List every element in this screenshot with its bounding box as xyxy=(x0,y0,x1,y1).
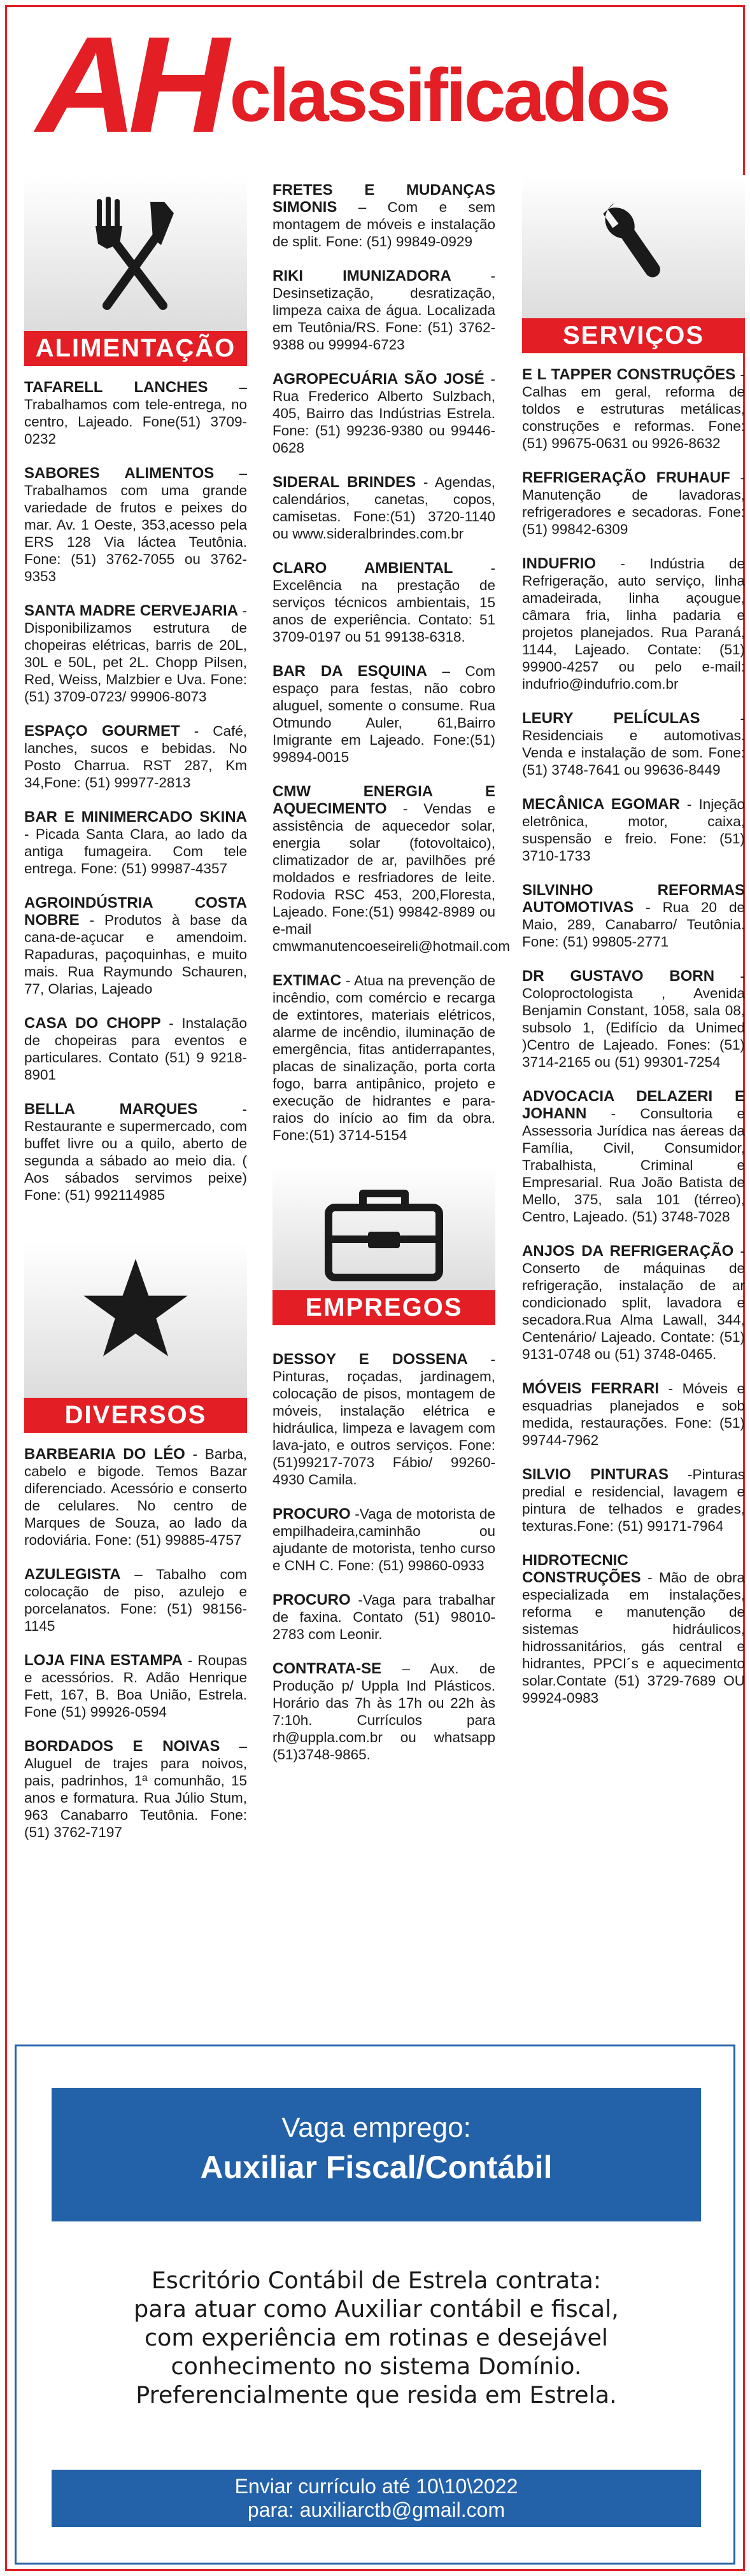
list-item xyxy=(522,1380,745,1449)
masthead-logo-ah: AH xyxy=(36,8,220,161)
entry-title: HIDROTECNIC CONSTRUÇÕES xyxy=(522,1552,641,1586)
list-item xyxy=(522,1088,745,1225)
section-alimentacao xyxy=(24,175,247,1204)
section-continued xyxy=(272,181,510,1144)
list-item xyxy=(24,808,247,877)
entry-body: - Restaurante e supermercado, com buffet livre ou a quilo, aberto de segunda a sábado ao meio dia. ( Aos sábados servimos peixe) Fone: (51) 992114985 xyxy=(24,1101,247,1203)
list-item xyxy=(24,1652,247,1721)
entry-title: INDUFRIO xyxy=(522,555,596,572)
list-item xyxy=(272,783,510,955)
list-item xyxy=(24,379,247,447)
entry-title: CLARO AMBIENTAL xyxy=(272,560,453,577)
section-header xyxy=(24,175,247,379)
list-item xyxy=(24,1015,247,1083)
entry-list xyxy=(272,181,510,1144)
entry-title: SABORES ALIMENTOS xyxy=(24,465,215,482)
job-ad-body-line: para atuar como Auxiliar contábil e fiscal, xyxy=(134,2295,619,2323)
list-item xyxy=(522,1242,745,1363)
entry-body: - Excelência na prestação de serviços técnicos ambientais, 15 anos de experiência. Contato: 51 3709-0197 ou 51 99138-6318. xyxy=(272,560,496,645)
entry-body: - Agendas, calendários, canetas, copos, camisetas. Fone:(51) 3720-1140 ou www.sideralbrindes.com.br xyxy=(272,474,495,542)
list-item xyxy=(522,1552,745,1707)
masthead-title: classificados xyxy=(229,53,669,137)
list-item xyxy=(24,465,247,585)
entry-title: AGROINDÚSTRIA COSTA NOBRE xyxy=(24,894,247,929)
entry-title: BELLA MARQUES xyxy=(24,1101,198,1118)
entry-body: – Tabalho com colocação de piso, azulejo e porcelanatos. Fone: (51) 98156-1145 xyxy=(24,1566,247,1634)
list-item xyxy=(24,1566,247,1635)
entry-body: - Móveis e esquadrias planejados e sob medida, restaurações. Fone: (51) 99744-7962 xyxy=(522,1381,746,1448)
entry-title: TAFARELL LANCHES xyxy=(24,379,208,396)
entry-title: CMW ENERGIA E AQUECIMENTO xyxy=(272,783,495,817)
entry-title: BORDADOS E NOIVAS xyxy=(24,1738,220,1755)
entry-body: -Vaga para trabalhar de faxina. Contato (51) 98010-2783 com Leonir. xyxy=(272,1592,495,1642)
entry-body: – Aux. de Produção p/ Uppla Ind Plásticos. Horário das 7h às 17h ou 22h às 7:10h. Currículos para rh@uppla.com.br ou whatsapp (51)3748-9865. xyxy=(272,1661,495,1763)
entry-title: BAR DA ESQUINA xyxy=(272,663,427,680)
entry-title: PROCURO xyxy=(272,1591,351,1608)
entry-title: LOJA FINA ESTAMPA xyxy=(24,1652,183,1669)
section-label: DIVERSOS xyxy=(24,1398,247,1433)
entry-title: ANJOS DA REFRIGERAÇÃO xyxy=(522,1242,734,1260)
star-icon xyxy=(81,1255,190,1363)
entry-body: -Conserto de máquinas de refrigeração, instalação de ar condicionado split, lavadora e secadora.Rua Alma Lawall, 344, Centenário/ Lajeado. Contate: (51) 9131-0748 ou (51) 3748-0465. xyxy=(522,1243,745,1362)
entry-title: FRETES E MUDANÇAS SIMONIS xyxy=(272,181,495,216)
entry-list xyxy=(272,1351,495,1763)
list-item xyxy=(24,1101,247,1204)
list-item xyxy=(272,370,495,456)
entry-body: – Aluguel de trajes para noivos, pais, padrinhos, 1ª comunhão, 15 anos e formatura. Rua Júlio Stum, 963 Canabarro Teutônia. Fone: (51) 3762-7197 xyxy=(24,1738,247,1840)
job-ad-title-line1: Vaga emprego: xyxy=(281,2112,471,2143)
list-item xyxy=(24,894,247,997)
list-item xyxy=(522,968,745,1071)
column-1 xyxy=(24,175,247,1858)
list-item xyxy=(272,1591,495,1643)
entry-title: BARBEARIA DO LÉO xyxy=(24,1446,185,1463)
list-item xyxy=(272,267,495,353)
entry-list xyxy=(522,366,745,1707)
list-item xyxy=(272,560,495,645)
entry-title: BAR E MINIMERCADO SKINA xyxy=(24,808,247,826)
list-item xyxy=(522,882,745,950)
entry-body: - Café, lanches, sucos e bebidas. No Posto Charrua. RST 287, Km 34,Fone: (51) 99977-2813 xyxy=(24,723,248,791)
entry-body: - Indústria de Refrigeração, auto serviço, linha amadeirada, linha açougue, câmara fria, linha padaria e projetos planejados. Rua Paraná, 1144, Lajeado. Contate: (51) 99900-4257 ou pelo e-mail: indufrio@indufrio.com.br xyxy=(522,556,745,692)
entry-body: - Vendas e assistência de aquecedor solar, energia solar (fotovoltaico), climatizador de ar, pavilhões pré moldados e resfriadores de leite. Rodovia RSC 453, 200,Floresta, Lajeado. Fone:(51) 99842-8989 ou e-mail cmwmanutencoeseireli@hotmail.com xyxy=(272,801,510,954)
job-ad-box xyxy=(15,2045,735,2565)
entry-body: - Instalação de chopeiras para eventos e particulares. Contato (51) 9 9218-8901 xyxy=(24,1015,247,1083)
entry-body: - Mão de obra especializada em instalações, reforma e manutenção de sistemas hidráulicos, hidrossanitários, gás central e hidrantes, PPCI´s e aquecimento solar.Contate (51) 3729-7689 OU 99924-0983 xyxy=(522,1570,745,1706)
masthead xyxy=(36,8,669,161)
entry-title: CASA DO CHOPP xyxy=(24,1015,161,1032)
list-item xyxy=(522,796,745,864)
entry-title: LEURY PELÍCULAS xyxy=(522,710,700,727)
entry-title: AZULEGISTA xyxy=(24,1566,121,1583)
list-item xyxy=(24,722,247,791)
list-item xyxy=(24,1738,247,1841)
job-ad-title-banner xyxy=(52,2088,701,2221)
job-ad-title-line2: Auxiliar Fiscal/Contábil xyxy=(200,2150,553,2185)
section-diversos xyxy=(24,1242,247,1841)
section-header xyxy=(522,175,745,366)
job-ad-email: para: auxiliarctb@gmail.com xyxy=(247,2498,506,2521)
section-header xyxy=(272,1166,495,1351)
job-ad-body-line: Escritório Contábil de Estrela contrata: xyxy=(151,2267,602,2294)
entry-body: - Atua na prevenção de incêndio, com comércio e recarga de extintores, materiais elétricos, alarme de incêndio, iluminação de emergência, fitas antiderrapantes, placas de sinalização, porta corta fogo, barra antipânico, projeto e execução de hidrantes e para-raios do início ao fim da obra. Fone:(51) 3714-5154 xyxy=(272,973,495,1143)
entry-title: SIDERAL BRINDES xyxy=(272,474,416,491)
section-header xyxy=(24,1242,247,1446)
entry-body: - Produtos à base da cana-de-açucar e amendoim. Rapaduras, paçoquinhas, e muito mais. Rua Raymundo Schauren, 77, Olarias, Lajeado xyxy=(24,912,247,997)
entry-body: – Trabalhamos com tele-entrega, no centro, Lajeado. Fone(51) 3709-0232 xyxy=(24,379,248,447)
entry-title: DESSOY E DOSSENA xyxy=(272,1351,468,1368)
entry-body: - Rua 20 de Maio, 289, Canabarro/ Teutônia. Fone: (51) 99805-2771 xyxy=(522,899,745,950)
entry-title: SILVINHO REFORMAS AUTOMOTIVAS xyxy=(522,882,745,916)
entry-body: - Coloproctologista , Avenida Benjamin Constant, 1058, sala 08, subsolo 1, (Edifício da Unimed )Centro de Lajeado. Fones: (51) 3714-2165 ou (51) 99301-7254 xyxy=(522,968,745,1070)
section-servicos xyxy=(522,175,745,1707)
list-item xyxy=(522,469,745,538)
column-2 xyxy=(272,181,510,1780)
list-item xyxy=(272,1660,495,1763)
entry-body: - Consultoria e Assessoria Jurídica nas áereas da Família, Civil, Consumidor, Trabalhista, Criminal e Empresarial. Rua João Batista de Mello, 375, sala 101 (térreo), Centro, Lajeado. (51) 3748-7028 xyxy=(522,1106,745,1225)
entry-title: SILVIO PINTURAS xyxy=(522,1466,669,1483)
entry-title: REFRIGERAÇÃO FRUHAUF xyxy=(522,469,730,486)
job-ad-body-line: com experiência em rotinas e desejável xyxy=(144,2324,609,2351)
list-item xyxy=(272,663,495,766)
entry-list xyxy=(24,1446,247,1841)
list-item xyxy=(24,1446,247,1549)
entry-title: E L TAPPER CONSTRUÇÕES xyxy=(522,366,736,383)
entry-body: - Rua Frederico Alberto Sulzbach, 405, Bairro das Indústrias Estrela. Fone: (51) 99236-9380 ou 99446-0628 xyxy=(272,371,495,456)
job-ad-body-line: Preferencialmente que resida em Estrela. xyxy=(136,2381,617,2409)
entry-body: - Desinsetização, desratização, limpeza caixa de água. Localizada em Teutônia/RS. Fone: (51) 3762-9388 ou 99994-6723 xyxy=(272,268,495,353)
entry-body: - Picada Santa Clara, ao lado da antiga fumageira. Com tele entrega. Fone: (51) 99987-4357 xyxy=(24,826,247,876)
section-label: EMPREGOS xyxy=(272,1290,495,1325)
entry-title: ESPAÇO GOURMET xyxy=(24,722,180,740)
entry-title: ADVOCACIA DELAZERI E JOHANN xyxy=(522,1088,745,1122)
job-ad-body-line: conhecimento no sistema Domínio. xyxy=(171,2353,582,2380)
entry-body: -Vaga de motorista de empilhadeira,caminhão ou ajudante de motorista, tenho curso e CNH C. Fone: (51) 99860-0933 xyxy=(272,1506,495,1573)
entry-body: – Com espaço para festas, não cobro aluguel, somente o consume. Rua Otmundo Auler, 61,Bairro Imigrante em Lajeado. Fone:(51) 99894-0015 xyxy=(272,663,495,765)
list-item xyxy=(272,1505,495,1574)
list-item xyxy=(272,474,495,542)
entry-title: CONTRATA-SE xyxy=(272,1660,382,1677)
job-ad-footer-banner xyxy=(52,2470,701,2527)
section-label: ALIMENTAÇÃO xyxy=(24,331,247,366)
list-item xyxy=(272,972,495,1144)
entry-body: - Roupas e acessórios. R. Adão Henrique Fett, 167, B. Boa União, Estrela. Fone (51) 99926-0594 xyxy=(24,1652,247,1720)
entry-title: MECÂNICA EGOMAR xyxy=(522,796,680,813)
list-item xyxy=(272,181,495,250)
entry-body: - Residenciais e automotivas. Venda e instalação de som. Fone: (51) 3748-7641 ou 99636-8449 xyxy=(522,710,745,778)
list-item xyxy=(522,366,745,452)
list-item xyxy=(522,1466,745,1535)
entry-body: - Disponibilizamos estrutura de chopeiras elétricas, barris de 20L, 30L e 50L, pet 2L. Chopp Pilsen, Red, Weiss, Malzbier e Uva. Fone: (51) 3709-0723/ 99906-8073 xyxy=(24,603,247,705)
entry-body: – Com e sem montagem de móveis e instalação de split. Fone: (51) 99849-0929 xyxy=(272,199,495,250)
entry-body: – Trabalhamos com uma grande variedade de frutos e peixes do mar. Av. 1 Oeste, 353,acesso pela ERS 128 Via láctea Teutônia. Fone: (51) 3762-7055 ou 3762-9353 xyxy=(24,465,247,584)
job-ad-deadline: Enviar currículo até 10\10\2022 xyxy=(234,2475,518,2498)
entry-title: MÓVEIS FERRARI xyxy=(522,1380,660,1397)
list-item xyxy=(272,1351,495,1488)
entry-title: DR GUSTAVO BORN xyxy=(522,968,715,985)
entry-list xyxy=(24,379,247,1204)
toolbox-icon xyxy=(323,1182,444,1284)
entry-body: - Injeção eletrônica, motor, caixa, suspensão e freio. Fone: (51) 3710-1733 xyxy=(522,796,745,864)
list-item xyxy=(522,710,745,778)
list-item xyxy=(24,602,247,705)
entry-title: RIKI IMUNIZADORA xyxy=(272,267,451,285)
entry-title: SANTA MADRE CERVEJARIA xyxy=(24,602,239,619)
section-label: SERVIÇOS xyxy=(522,318,745,353)
column-3 xyxy=(522,175,745,1724)
entry-title: AGROPECUÁRIA SÃO JOSÉ xyxy=(272,370,485,388)
section-empregos xyxy=(272,1166,495,1763)
entry-body: - Manutenção de lavadoras, refrigeradores e secadoras. Fone:(51) 99842-6309 xyxy=(522,470,745,537)
list-item xyxy=(522,555,745,693)
wrench-icon xyxy=(595,201,672,290)
entry-title: PROCURO xyxy=(272,1505,351,1523)
entry-body: -Pinturas, roçadas, jardinagem, colocação de pisos, montagem de móveis, instalação elétrica e hidráulica, limpeza e lavagem com lava-jato, e outros serviços. Fone: (51)99217-7073 Fábio/ 99260-4930 Camila. xyxy=(272,1351,495,1488)
entry-body: -Pinturas predial e residencial, lavagem e pintura de telhados e grades, texturas.Fone: (51) 99171-7964 xyxy=(522,1467,745,1534)
entry-body: - Barba, cabelo e bigode. Temos Bazar diferenciado. Acessório e conserto de celulares. No centro de Marques de Souza, ao lado da rodoviária. Fone: (51) 99885-4757 xyxy=(24,1446,247,1548)
fork-knife-icon xyxy=(94,194,177,315)
job-ad-body xyxy=(52,2266,701,2409)
entry-body: -Calhas em geral, reforma de toldos e estruturas metálicas, construções e reformas. Fone: (51) 99675-0631 ou 9926-8632 xyxy=(522,367,745,451)
entry-title: EXTIMAC xyxy=(272,972,341,989)
